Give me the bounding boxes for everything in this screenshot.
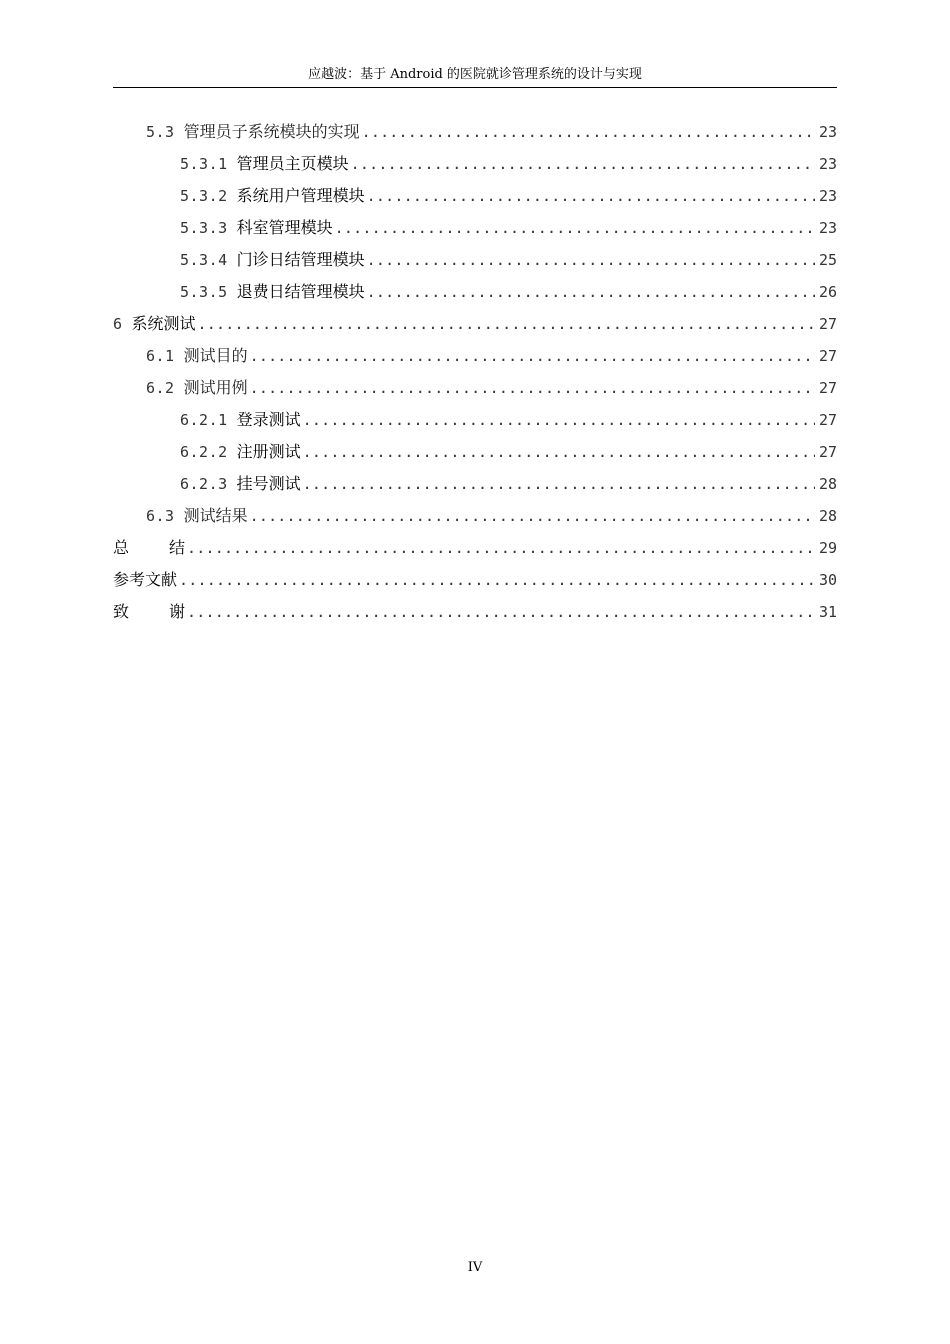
toc-entry-number: 6.2.2 (180, 443, 228, 461)
toc-dot-leader (367, 180, 815, 212)
toc-entry-summary[interactable] (113, 532, 837, 564)
running-header: 应越波：基于 Android 的医院就诊管理系统的设计与实现 (308, 67, 642, 82)
toc-entry-title: 挂号测试 (236, 474, 301, 493)
toc-entry-page: 28 (818, 507, 837, 525)
page-number: IV (467, 1260, 483, 1275)
toc-entry-6-1[interactable] (113, 340, 837, 372)
toc-entry-number: 6 (113, 315, 123, 333)
toc-entry-number: 6.2 (146, 379, 175, 397)
toc-entry-title: 测试用例 (183, 378, 248, 397)
toc-dot-leader (303, 436, 815, 468)
toc-entry-page: 27 (818, 443, 837, 461)
toc-dot-leader (303, 468, 815, 500)
toc-dot-leader (367, 276, 815, 308)
toc-entry-page: 31 (818, 603, 837, 621)
toc-entry-title: 门诊日结管理模块 (236, 250, 365, 269)
toc-entry-title: 注册测试 (236, 442, 301, 461)
toc-entry-title: 科室管理模块 (236, 218, 333, 237)
toc-entry-page: 26 (818, 283, 837, 301)
toc-entry-6-2[interactable] (113, 372, 837, 404)
toc-dot-leader (303, 404, 815, 436)
toc-entry-number: 5.3.3 (180, 219, 228, 237)
toc-entry-number: 6.3 (146, 507, 175, 525)
toc-entry-title: 系统测试 (131, 314, 196, 333)
header-rule (113, 87, 837, 88)
toc-dot-leader (187, 532, 815, 564)
toc-entry-5-3-5[interactable] (113, 276, 837, 308)
toc-entry-references[interactable] (113, 564, 837, 596)
toc-entry-page: 23 (818, 123, 837, 141)
toc-entry-title: 退费日结管理模块 (236, 282, 365, 301)
toc-entry-acknowledgements[interactable] (113, 596, 837, 628)
toc-entry-6-2-1[interactable] (113, 404, 837, 436)
toc-entry-page: 23 (818, 155, 837, 173)
toc-entry-6-3[interactable] (113, 500, 837, 532)
toc-entry-number: 6.2.1 (180, 411, 228, 429)
toc-dot-leader (250, 500, 815, 532)
toc-dot-leader (335, 212, 815, 244)
toc-entry-page: 29 (818, 539, 837, 557)
toc-entry-title: 参考文献 (113, 570, 178, 589)
toc-entry-6-2-2[interactable] (113, 436, 837, 468)
toc-entry-title: 测试目的 (183, 346, 248, 365)
toc-entry-title: 系统用户管理模块 (236, 186, 365, 205)
toc-dot-leader (367, 244, 815, 276)
toc-entry-title: 测试结果 (183, 506, 248, 525)
toc-entry-title: 管理员主页模块 (236, 154, 349, 173)
toc-entry-title: 总结 (113, 538, 226, 557)
toc-entry-number: 6.2.3 (180, 475, 228, 493)
toc-entry-5-3[interactable] (113, 116, 837, 148)
toc-entry-number: 5.3 (146, 123, 175, 141)
toc-entry-page: 27 (818, 315, 837, 333)
toc-dot-leader (250, 340, 815, 372)
toc-entry-title: 致谢 (113, 602, 226, 621)
toc-dot-leader (250, 372, 815, 404)
toc-entry-6-2-3[interactable] (113, 468, 837, 500)
toc-dot-leader (187, 596, 815, 628)
toc-dot-leader (351, 148, 815, 180)
toc-dot-leader (198, 308, 815, 340)
toc-entry-title: 管理员子系统模块的实现 (183, 122, 360, 141)
toc-entry-number: 5.3.4 (180, 251, 228, 269)
toc-entry-number: 6.1 (146, 347, 175, 365)
toc-entry-5-3-1[interactable] (113, 148, 837, 180)
toc-entry-number: 5.3.2 (180, 187, 228, 205)
toc-entry-number: 5.3.5 (180, 283, 228, 301)
toc-entry-page: 27 (818, 347, 837, 365)
toc-entry-page: 27 (818, 411, 837, 429)
table-of-contents (113, 116, 837, 628)
toc-entry-page: 25 (818, 251, 837, 269)
toc-dot-leader (179, 564, 815, 596)
toc-entry-5-3-4[interactable] (113, 244, 837, 276)
toc-entry-title: 登录测试 (236, 410, 301, 429)
toc-entry-number: 5.3.1 (180, 155, 228, 173)
toc-entry-page: 23 (818, 187, 837, 205)
toc-entry-6[interactable] (113, 308, 837, 340)
toc-entry-page: 27 (818, 379, 837, 397)
toc-entry-page: 30 (818, 571, 837, 589)
toc-dot-leader (362, 116, 815, 148)
toc-entry-page: 28 (818, 475, 837, 493)
toc-entry-5-3-3[interactable] (113, 212, 837, 244)
toc-entry-5-3-2[interactable] (113, 180, 837, 212)
toc-entry-page: 23 (818, 219, 837, 237)
